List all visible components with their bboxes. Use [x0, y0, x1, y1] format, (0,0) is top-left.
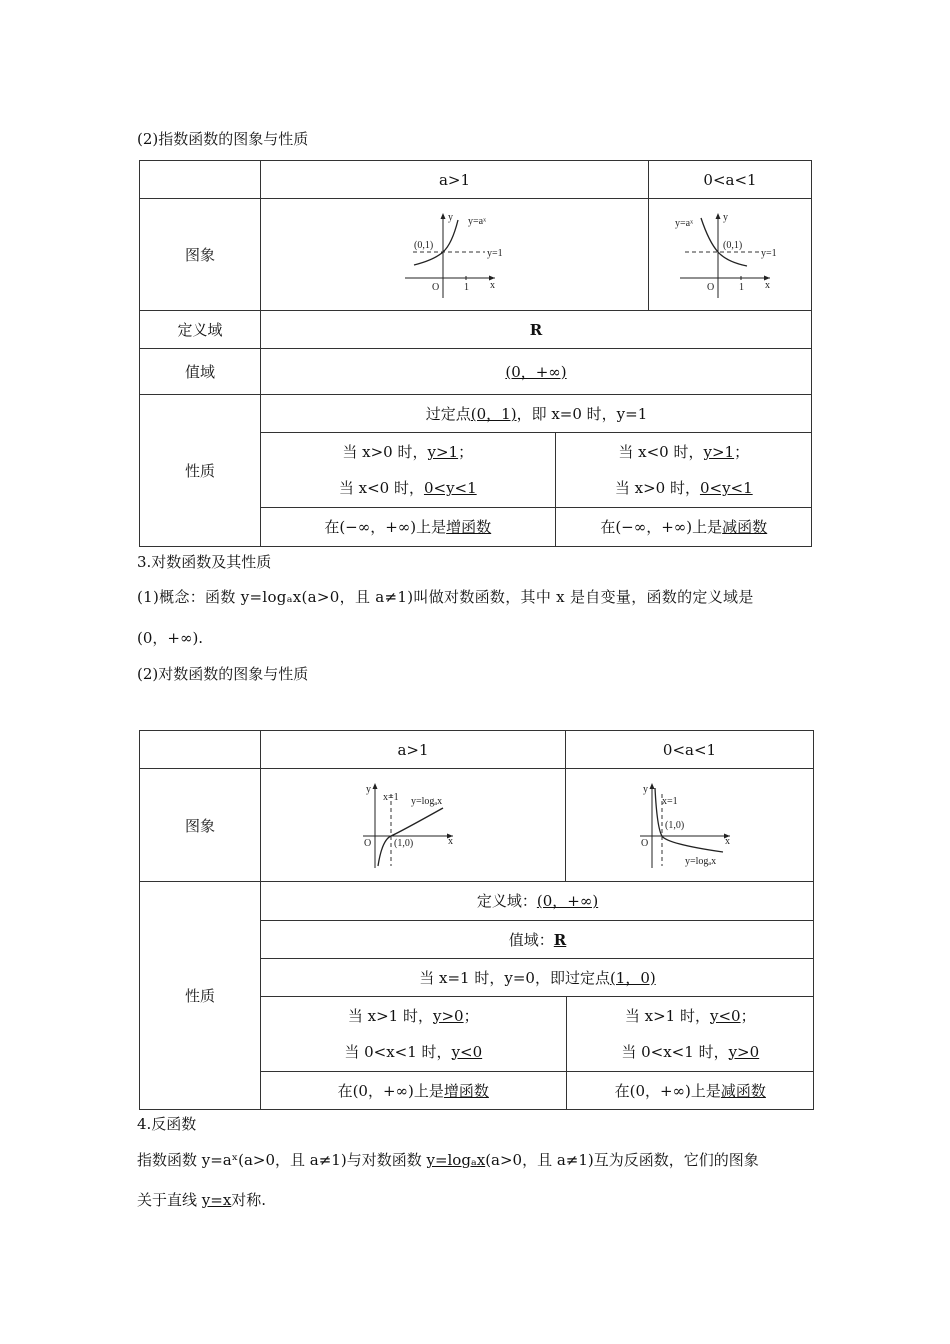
case-text: 当 0<x<1 时， — [344, 1042, 452, 1061]
y-label: y — [366, 784, 371, 795]
inverse-text: 对称. — [231, 1191, 267, 1209]
curve-label: y=logₐx — [684, 856, 716, 867]
domain-answer: (0，+∞) — [536, 892, 599, 911]
log-graph-increasing-cell — [261, 769, 566, 882]
exp-mono-right — [555, 508, 812, 546]
inverse-line-2 — [137, 1189, 266, 1210]
inverse-answer: y=logₐx — [426, 1151, 486, 1169]
y-label: y — [642, 784, 648, 795]
point-label: (0,1) — [723, 239, 743, 251]
exp-graph-decreasing-cell — [649, 199, 812, 311]
log-props-cell — [261, 882, 814, 1110]
y-axis-arrow — [373, 783, 378, 789]
exp-fixed-point-row — [261, 396, 812, 433]
line-label: y=1 — [486, 247, 503, 259]
case-answer: y>0 — [728, 1042, 760, 1061]
exp-range-value — [261, 349, 812, 395]
log-function-table — [139, 730, 814, 1110]
case-answer: 0<y<1 — [423, 479, 477, 497]
origin-label: O — [640, 838, 648, 849]
log-mono-right — [566, 1071, 814, 1109]
origin-label: O — [431, 281, 439, 293]
exp-graph-increasing-cell — [261, 199, 649, 311]
x-label: x — [489, 279, 495, 291]
inverse-text: 关于直线 — [137, 1191, 202, 1209]
mono-answer: 减函数 — [722, 518, 768, 537]
exp-row-label-range: 值域 — [140, 349, 261, 395]
log-mono-left — [261, 1071, 566, 1109]
case-sep: ； — [463, 1006, 479, 1025]
point-label: (1,0) — [664, 820, 684, 831]
case-answer: 0<y<1 — [699, 479, 753, 497]
curve-label: y=aˣ — [467, 215, 486, 227]
case-sep: ； — [734, 443, 750, 461]
y-axis-arrow — [716, 213, 721, 219]
point-label: (0,1) — [413, 239, 433, 251]
line-label: x=1 — [383, 792, 399, 803]
fixed-point-suffix: ，即 x=0 时，y=1 — [516, 405, 648, 424]
fixed-point-prefix: 过定点 — [425, 405, 471, 424]
log-graph-decreasing-cell — [566, 769, 814, 882]
inverse-text: (a>0，且 a≠1)互为反函数，它们的图象 — [485, 1151, 759, 1169]
y-label: y — [447, 211, 453, 223]
exp-domain-text: R — [529, 320, 543, 339]
tick-one-label: 1 — [739, 281, 744, 293]
exp-range-text: (0，+∞) — [505, 363, 567, 381]
exp-graph-decreasing — [675, 210, 785, 300]
log-section-heading: 3.对数函数及其性质 — [137, 553, 272, 571]
case-sep: ； — [458, 443, 474, 461]
log-domain-row — [261, 882, 814, 920]
case-answer: y<0 — [451, 1042, 483, 1061]
exp-row-label-domain: 定义域 — [140, 311, 261, 349]
fixed-point-answer: (1，0) — [609, 968, 656, 987]
inverse-line-1 — [137, 1149, 759, 1170]
origin-label: O — [364, 838, 372, 849]
exp-right-cases — [555, 433, 812, 508]
case-text: 当 x>0 时， — [342, 443, 428, 461]
exp-corner-cell — [140, 161, 261, 199]
exp-col-header-a-lt-1: 0<a<1 — [649, 161, 812, 199]
case-text: 当 x>1 时， — [347, 1006, 433, 1025]
curve-label: y=aˣ — [675, 217, 693, 229]
mono-answer: 增函数 — [443, 1081, 489, 1100]
fixed-point-answer: (0，1) — [470, 405, 517, 424]
origin-label: O — [707, 281, 715, 293]
case-text: 当 x<0 时， — [338, 479, 424, 497]
case-text: 当 x>1 时， — [624, 1006, 710, 1025]
mono-answer: 减函数 — [720, 1081, 766, 1100]
fixed-point-prefix: 当 x=1 时，y=0，即过定点 — [419, 968, 610, 987]
exp-left-cases — [261, 433, 555, 508]
exp-domain-value — [261, 311, 812, 349]
y-axis-arrow — [440, 213, 445, 219]
log-graph-heading: (2)对数函数的图象与性质 — [137, 665, 309, 683]
log-right-cases — [566, 996, 814, 1071]
log-col-header-a-gt-1: a>1 — [261, 731, 566, 769]
concept-line-2: (0，+∞). — [137, 629, 204, 647]
tick-one-label: 1 — [463, 281, 469, 293]
log-col-header-a-lt-1: 0<a<1 — [566, 731, 814, 769]
domain-label: 定义域： — [476, 892, 537, 911]
log-curve — [378, 808, 443, 866]
exp-col-header-a-gt-1: a>1 — [261, 161, 649, 199]
log-fixed-point-row — [261, 958, 814, 996]
case-text: 当 x<0 时， — [618, 443, 704, 461]
exp-function-table — [139, 160, 812, 547]
symmetry-line-answer: y=x — [201, 1191, 232, 1209]
case-answer: y<0 — [710, 1006, 741, 1025]
mono-answer: 增函数 — [446, 518, 492, 537]
range-label: 值域： — [508, 930, 554, 949]
exp-props-table — [261, 396, 812, 546]
case-sep: ； — [740, 1006, 756, 1025]
y-axis-arrow — [649, 783, 654, 789]
exp-graph-increasing — [400, 210, 510, 300]
log-row-label-props: 性质 — [140, 882, 261, 1110]
concept-line-1: (1)概念：函数 y=logₐx(a>0，且 a≠1)叫做对数函数，其中 x 是自变量，函数的定义域是 — [137, 588, 754, 606]
exp-section-heading: (2)指数函数的图象与性质 — [137, 130, 309, 148]
inverse-section-heading: 4.反函数 — [137, 1115, 197, 1133]
curve-label: y=logₐx — [411, 796, 443, 807]
mono-prefix: 在(0，+∞)上是 — [337, 1081, 444, 1100]
y-label: y — [723, 211, 728, 223]
log-graph-decreasing — [635, 780, 745, 870]
x-label: x — [448, 836, 453, 847]
line-label: x=1 — [661, 796, 678, 807]
line-label: y=1 — [761, 247, 777, 259]
mono-prefix: 在(−∞，+∞)上是 — [600, 518, 723, 537]
case-answer: y>1 — [703, 443, 735, 461]
case-text: 当 0<x<1 时， — [621, 1042, 729, 1061]
log-row-label-graph: 图象 — [140, 769, 261, 882]
inverse-text: 指数函数 y=aˣ(a>0，且 a≠1)与对数函数 — [137, 1151, 427, 1169]
case-text: 当 x>0 时， — [614, 479, 700, 497]
range-answer: R — [553, 930, 567, 949]
exp-mono-left — [261, 508, 555, 546]
log-range-row — [261, 920, 814, 958]
x-label: x — [765, 279, 770, 291]
x-label: x — [724, 836, 730, 847]
mono-prefix: 在(0，+∞)上是 — [614, 1081, 721, 1100]
log-props-table — [261, 882, 814, 1109]
exp-props-cell — [261, 395, 812, 547]
mono-prefix: 在(−∞，+∞)上是 — [324, 518, 447, 537]
point-label: (1,0) — [394, 838, 414, 849]
case-answer: y>0 — [433, 1006, 464, 1025]
log-graph-increasing — [358, 780, 468, 870]
case-answer: y>1 — [427, 443, 459, 461]
exp-row-label-props: 性质 — [140, 395, 261, 547]
log-corner-cell — [140, 731, 261, 769]
log-left-cases — [261, 996, 566, 1071]
exp-row-label-graph: 图象 — [140, 199, 261, 311]
